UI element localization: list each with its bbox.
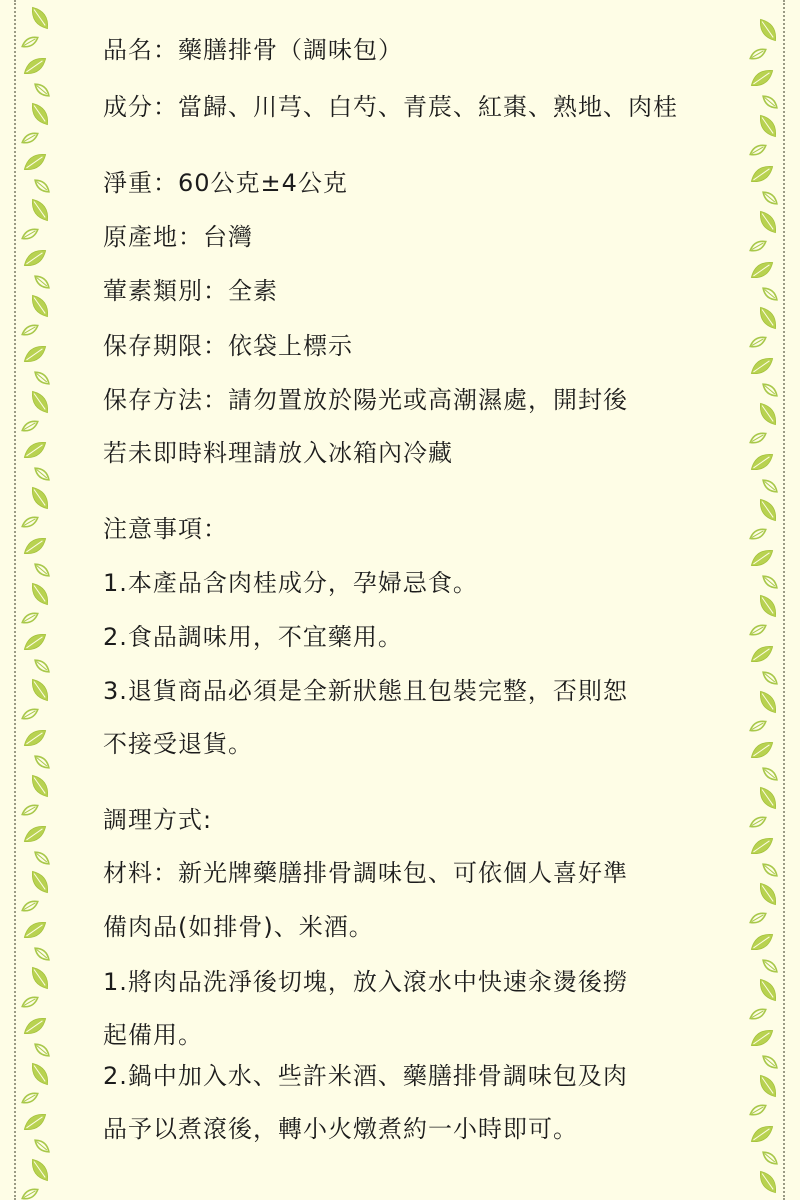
left-leaf-icon-43 (33, 1041, 51, 1058)
right-leaf-icon-9 (748, 238, 767, 253)
right-leaf-icon-12 (756, 304, 780, 332)
left-leaf-icon-6 (21, 150, 49, 174)
left-leaf-icon-36 (28, 868, 52, 896)
right-leaf-icon-24 (756, 592, 780, 620)
right-leaf-icon-23 (761, 573, 779, 590)
left-leaf-icon-23 (33, 561, 51, 578)
right-leaf-icon-41 (748, 1006, 767, 1021)
right-leaf-icon-43 (761, 1053, 779, 1070)
left-leaf-icon-16 (28, 388, 52, 416)
left-leaf-icon-20 (28, 484, 52, 512)
net-weight-row (103, 168, 348, 198)
right-leaf-icon-46 (748, 1122, 776, 1146)
cooking-step-1-continued: 起備用。 (103, 1021, 203, 1049)
right-leaf-icon-39 (761, 957, 779, 974)
right-leaf-icon-18 (748, 450, 776, 474)
right-leaf-icon-13 (748, 334, 767, 349)
left-leaf-icon-2 (21, 54, 49, 78)
left-leaf-icon-31 (33, 753, 51, 770)
cooking-heading: 調理方式: (103, 806, 213, 834)
right-leaf-icon-14 (748, 354, 776, 378)
right-leaf-icon-8 (756, 208, 780, 236)
diet-type-label: 葷素類別： (103, 277, 228, 305)
right-leaf-icon-31 (761, 765, 779, 782)
product-name-row (103, 35, 403, 65)
left-leaf-icon-17 (20, 418, 39, 433)
notice-item-3-continued: 不接受退貨。 (103, 730, 253, 758)
left-leaf-icon-9 (20, 226, 39, 241)
left-leaf-icon-13 (20, 322, 39, 337)
left-leaf-pattern (0, 0, 70, 1200)
right-leaf-border (730, 0, 800, 1200)
left-leaf-icon-38 (21, 918, 49, 942)
right-leaf-icon-20 (756, 496, 780, 524)
right-leaf-icon-28 (756, 688, 780, 716)
right-leaf-icon-4 (756, 112, 780, 140)
shelf-life-value: 依袋上標示 (228, 332, 353, 360)
net-weight-label: 淨重： (103, 169, 178, 197)
cooking-step-2: 2.鍋中加入水、些許米酒、藥膳排骨調味包及肉 (103, 1062, 628, 1090)
right-leaf-icon-17 (748, 430, 767, 445)
left-leaf-icon-40 (28, 964, 52, 992)
left-leaf-icon-7 (33, 177, 51, 194)
notice-item-3: 3.退貨商品必須是全新狀態且包裝完整，否則恕 (103, 677, 628, 705)
right-leaf-icon-34 (748, 834, 776, 858)
cooking-step-1: 1.將肉品洗淨後切塊，放入滾水中快速汆燙後撈 (103, 968, 628, 996)
left-leaf-icon-32 (28, 772, 52, 800)
right-leaf-icon-32 (756, 784, 780, 812)
left-leaf-icon-33 (20, 802, 39, 817)
right-leaf-icon-42 (748, 1026, 776, 1050)
right-leaf-icon-21 (748, 526, 767, 541)
left-leaf-icon-49 (20, 1186, 39, 1200)
left-leaf-icon-22 (21, 534, 49, 558)
right-leaf-icon-26 (748, 642, 776, 666)
right-leaf-icon-47 (761, 1149, 779, 1166)
left-leaf-icon-1 (20, 34, 39, 49)
cooking-step-2-continued: 品予以煮滾後，轉小火燉煮約一小時即可。 (103, 1115, 578, 1143)
origin-row (103, 222, 253, 252)
right-leaf-icon-15 (761, 381, 779, 398)
notices-heading: 注意事項： (103, 515, 228, 543)
left-leaf-icon-46 (21, 1110, 49, 1134)
storage-value-line1: 請勿置放於陽光或高潮濕處，開封後 (228, 386, 628, 414)
origin-label: 原產地： (103, 223, 203, 251)
left-leaf-icon-41 (20, 994, 39, 1009)
shelf-life-row (103, 331, 353, 361)
right-leaf-icon-22 (748, 546, 776, 570)
net-weight-value: 60公克±4公克 (178, 169, 348, 197)
right-leaf-pattern (730, 0, 800, 1200)
left-leaf-icon-39 (33, 945, 51, 962)
right-leaf-icon-3 (761, 93, 779, 110)
left-leaf-icon-45 (20, 1090, 39, 1105)
origin-value: 台灣 (203, 223, 253, 251)
right-leaf-icon-33 (748, 814, 767, 829)
left-leaf-icon-24 (28, 580, 52, 608)
right-leaf-icon-7 (761, 189, 779, 206)
storage-row-continued (103, 438, 453, 468)
left-leaf-icon-34 (21, 822, 49, 846)
right-leaf-icon-38 (748, 930, 776, 954)
left-leaf-icon-37 (20, 898, 39, 913)
cooking-materials: 材料：新光牌藥膳排骨調味包、可依個人喜好準 (103, 859, 628, 887)
right-leaf-icon-11 (761, 285, 779, 302)
left-leaf-icon-8 (28, 196, 52, 224)
right-leaf-icon-19 (761, 477, 779, 494)
right-leaf-icon-5 (748, 142, 767, 157)
left-leaf-icon-28 (28, 676, 52, 704)
left-leaf-icon-14 (21, 342, 49, 366)
left-leaf-icon-42 (21, 1014, 49, 1038)
right-leaf-icon-37 (748, 910, 767, 925)
storage-row (103, 385, 628, 415)
ingredients-value: 當歸、川芎、白芍、青莀、紅棗、熟地、肉桂 (178, 93, 678, 121)
right-leaf-icon-45 (748, 1102, 767, 1117)
left-leaf-icon-15 (33, 369, 51, 386)
notice-item-2: 2.食品調味用，不宜藥用。 (103, 623, 403, 651)
left-leaf-icon-10 (21, 246, 49, 270)
right-leaf-icon-25 (748, 622, 767, 637)
diet-type-value: 全素 (228, 277, 278, 305)
left-leaf-icon-21 (20, 514, 39, 529)
right-leaf-icon-35 (761, 861, 779, 878)
left-leaf-icon-11 (33, 273, 51, 290)
left-leaf-icon-18 (21, 438, 49, 462)
right-leaf-icon-2 (748, 66, 776, 90)
product-name-label: 品名： (103, 36, 178, 64)
left-leaf-icon-47 (33, 1137, 51, 1154)
cooking-materials-continued: 備肉品(如排骨)、米酒。 (103, 913, 374, 941)
left-leaf-icon-4 (28, 100, 52, 128)
shelf-life-label: 保存期限： (103, 332, 228, 360)
diet-type-row (103, 276, 278, 306)
right-leaf-icon-27 (761, 669, 779, 686)
left-leaf-icon-5 (20, 130, 39, 145)
left-leaf-icon-44 (28, 1060, 52, 1088)
ingredients-row (103, 94, 711, 120)
right-leaf-icon-10 (748, 258, 776, 282)
left-leaf-icon-25 (20, 610, 39, 625)
product-name-value: 藥膳排骨（調味包） (178, 36, 403, 64)
notice-item-1: 1.本產品含肉桂成分，孕婦忌食。 (103, 569, 478, 597)
right-leaf-icon-30 (748, 738, 776, 762)
right-leaf-icon-36 (756, 880, 780, 908)
left-leaf-icon-48 (28, 1156, 52, 1184)
left-leaf-icon-30 (21, 726, 49, 750)
left-leaf-border (0, 0, 70, 1200)
left-leaf-icon-3 (33, 81, 51, 98)
left-leaf-icon-0 (28, 4, 52, 32)
right-leaf-icon-29 (748, 718, 767, 733)
left-leaf-icon-27 (33, 657, 51, 674)
storage-value-line2: 若未即時料理請放入冰箱內冷藏 (103, 439, 453, 467)
right-leaf-icon-44 (756, 1072, 780, 1100)
right-leaf-icon-16 (756, 400, 780, 428)
right-leaf-icon-40 (756, 976, 780, 1004)
left-leaf-icon-12 (28, 292, 52, 320)
right-leaf-icon-6 (748, 162, 776, 186)
ingredients-label: 成分： (103, 93, 178, 121)
right-leaf-icon-0 (756, 16, 780, 44)
right-leaf-icon-1 (748, 46, 767, 61)
right-leaf-icon-48 (756, 1168, 780, 1196)
left-leaf-icon-19 (33, 465, 51, 482)
left-leaf-icon-26 (21, 630, 49, 654)
storage-label: 保存方法： (103, 386, 228, 414)
left-leaf-icon-29 (20, 706, 39, 721)
left-leaf-icon-35 (33, 849, 51, 866)
